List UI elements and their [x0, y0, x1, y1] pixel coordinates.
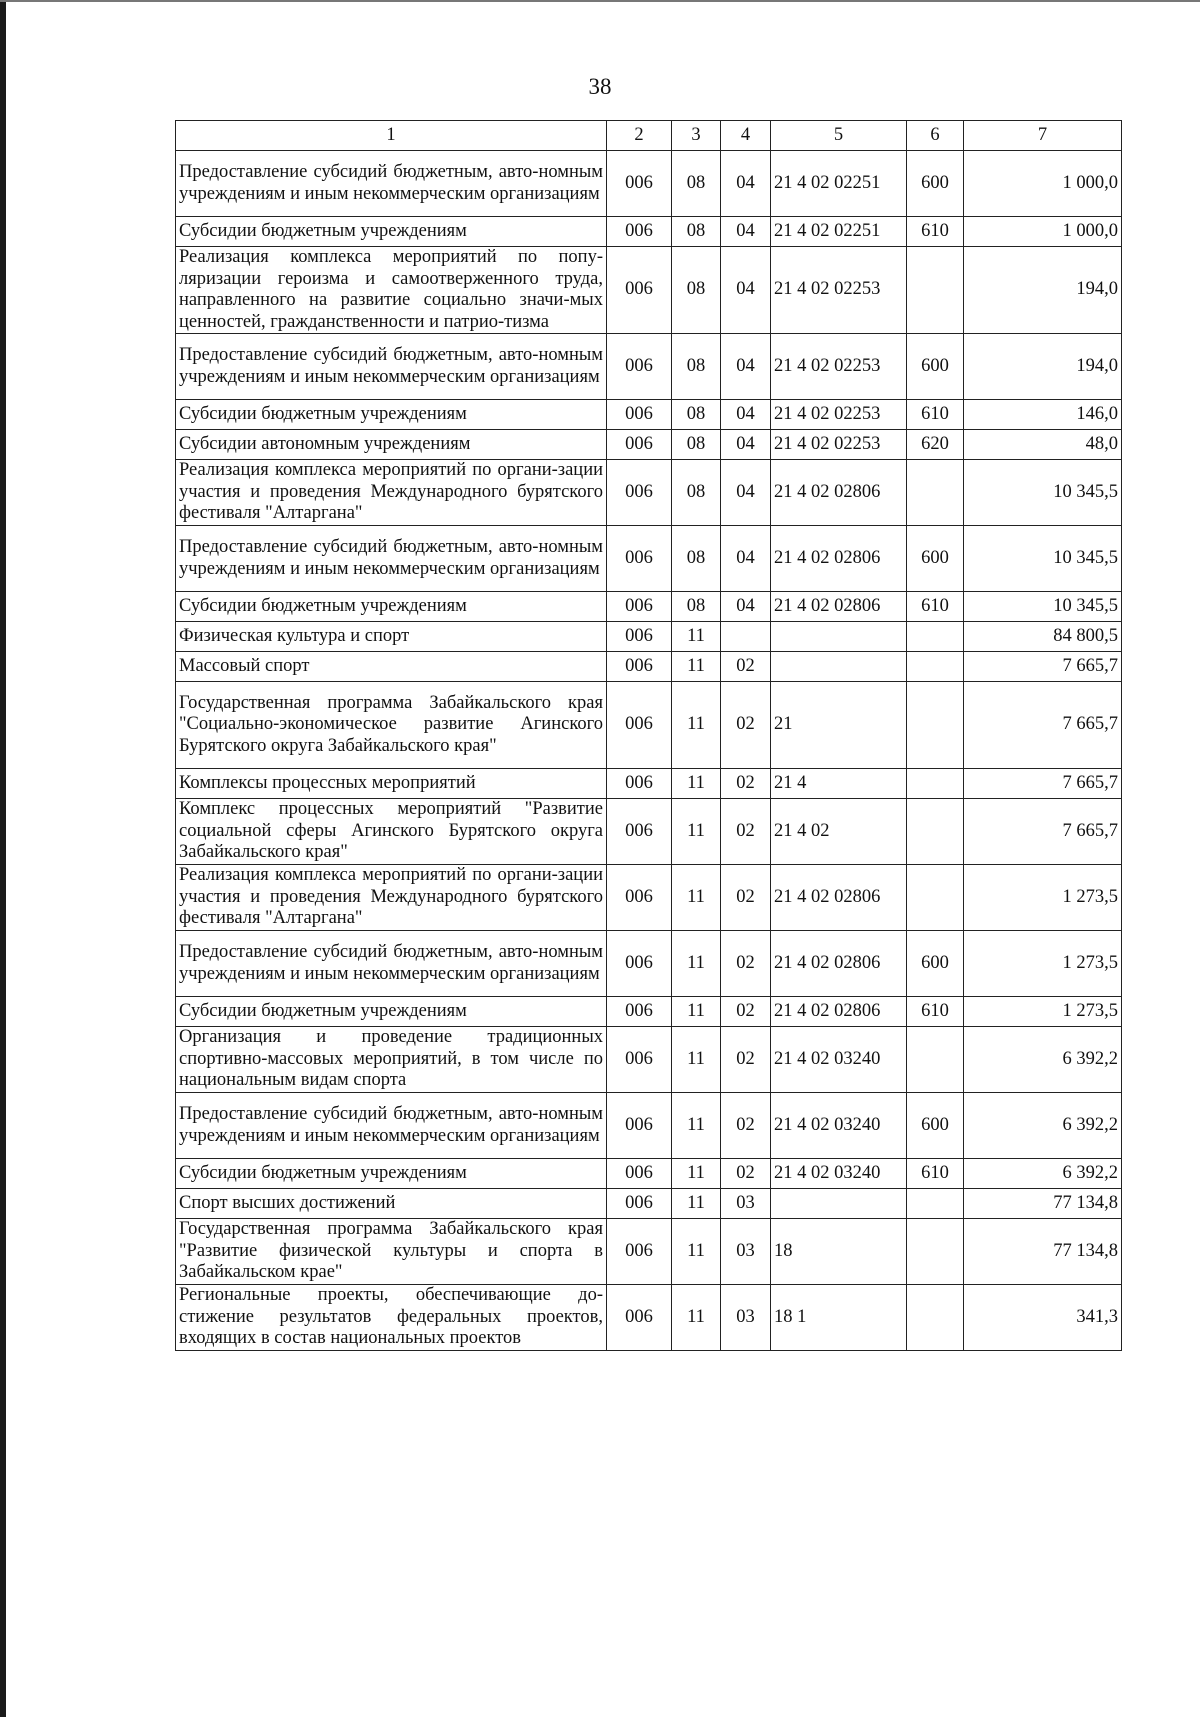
section-code-cell: 08: [672, 151, 721, 217]
table-row: [176, 652, 1122, 682]
budget-table: [175, 120, 1122, 1351]
section-code-cell: 08: [672, 217, 721, 247]
expense-type-cell: 600: [907, 151, 964, 217]
section-code-cell: 11: [672, 682, 721, 769]
subsection-code-cell: 04: [721, 526, 771, 592]
item-name-cell: Физическая культура и спорт: [176, 622, 607, 652]
expense-type-cell: 610: [907, 400, 964, 430]
column-header: 3: [672, 121, 721, 151]
amount-cell: 7 665,7: [964, 769, 1122, 799]
ministry-code-cell: 006: [607, 460, 672, 526]
section-code-cell: 08: [672, 400, 721, 430]
expense-type-cell: [907, 460, 964, 526]
table-row: [176, 1285, 1122, 1351]
ministry-code-cell: 006: [607, 997, 672, 1027]
expense-type-cell: [907, 865, 964, 931]
expense-type-cell: [907, 799, 964, 865]
page-number: 38: [588, 74, 612, 99]
ministry-code-cell: 006: [607, 1159, 672, 1189]
item-name-cell: Реализация комплекса мероприятий по органи-зации участия и проведения Международного бурятского фестиваля "Алтаргана": [176, 865, 607, 931]
column-header: 5: [771, 121, 907, 151]
column-header: 1: [176, 121, 607, 151]
ministry-code-cell: 006: [607, 247, 672, 334]
subsection-code-cell: 02: [721, 865, 771, 931]
section-code-cell: 08: [672, 430, 721, 460]
table-row: [176, 1189, 1122, 1219]
target-article-cell: 21 4 02 02806: [771, 997, 907, 1027]
subsection-code-cell: 03: [721, 1219, 771, 1285]
item-name-cell: Предоставление субсидий бюджетным, авто-номным учреждениям и иным некоммерческим организациям: [176, 526, 607, 592]
table-row: [176, 622, 1122, 652]
target-article-cell: [771, 1189, 907, 1219]
subsection-code-cell: 02: [721, 1027, 771, 1093]
target-article-cell: 21 4 02 02253: [771, 247, 907, 334]
target-article-cell: [771, 622, 907, 652]
item-name-cell: Субсидии бюджетным учреждениям: [176, 1159, 607, 1189]
ministry-code-cell: 006: [607, 217, 672, 247]
subsection-code-cell: 04: [721, 460, 771, 526]
table-body: [176, 151, 1122, 1351]
expense-type-cell: 600: [907, 334, 964, 400]
ministry-code-cell: 006: [607, 931, 672, 997]
subsection-code-cell: 02: [721, 1093, 771, 1159]
expense-type-cell: [907, 1219, 964, 1285]
ministry-code-cell: 006: [607, 151, 672, 217]
table-row: [176, 151, 1122, 217]
target-article-cell: 21 4 02 03240: [771, 1159, 907, 1189]
ministry-code-cell: 006: [607, 769, 672, 799]
item-name-cell: Государственная программа Забайкальского края "Развитие физической культуры и спорта в Забайкальском крае": [176, 1219, 607, 1285]
ministry-code-cell: 006: [607, 865, 672, 931]
amount-cell: 194,0: [964, 334, 1122, 400]
amount-cell: 84 800,5: [964, 622, 1122, 652]
amount-cell: 341,3: [964, 1285, 1122, 1351]
table-row: [176, 217, 1122, 247]
table-row: [176, 1093, 1122, 1159]
ministry-code-cell: 006: [607, 799, 672, 865]
subsection-code-cell: 02: [721, 1159, 771, 1189]
table-row: [176, 247, 1122, 334]
target-article-cell: 21: [771, 682, 907, 769]
ministry-code-cell: 006: [607, 1219, 672, 1285]
expense-type-cell: 610: [907, 1159, 964, 1189]
ministry-code-cell: 006: [607, 1189, 672, 1219]
column-header: 4: [721, 121, 771, 151]
table-row: [176, 865, 1122, 931]
table-row: [176, 1219, 1122, 1285]
ministry-code-cell: 006: [607, 430, 672, 460]
table-row: [176, 430, 1122, 460]
section-code-cell: 11: [672, 1159, 721, 1189]
item-name-cell: Реализация комплекса мероприятий по органи-зации участия и проведения Международного бурятского фестиваля "Алтаргана": [176, 460, 607, 526]
item-name-cell: Субсидии бюджетным учреждениям: [176, 217, 607, 247]
amount-cell: 146,0: [964, 400, 1122, 430]
item-name-cell: Комплекс процессных мероприятий "Развитие социальной сферы Агинского Бурятского округа Забайкальского края": [176, 799, 607, 865]
item-name-cell: Предоставление субсидий бюджетным, авто-номным учреждениям и иным некоммерческим организациям: [176, 931, 607, 997]
ministry-code-cell: 006: [607, 652, 672, 682]
target-article-cell: 21 4 02 02253: [771, 400, 907, 430]
ministry-code-cell: 006: [607, 682, 672, 769]
item-name-cell: Спорт высших достижений: [176, 1189, 607, 1219]
table-row: [176, 526, 1122, 592]
target-article-cell: 21 4: [771, 769, 907, 799]
table-row: [176, 400, 1122, 430]
ministry-code-cell: 006: [607, 622, 672, 652]
section-code-cell: 11: [672, 1189, 721, 1219]
expense-type-cell: [907, 1027, 964, 1093]
expense-type-cell: [907, 247, 964, 334]
section-code-cell: 11: [672, 622, 721, 652]
expense-type-cell: [907, 1189, 964, 1219]
item-name-cell: Комплексы процессных мероприятий: [176, 769, 607, 799]
target-article-cell: [771, 652, 907, 682]
expense-type-cell: 620: [907, 430, 964, 460]
section-code-cell: 11: [672, 799, 721, 865]
target-article-cell: 21 4 02 02806: [771, 931, 907, 997]
item-name-cell: Региональные проекты, обеспечивающие до-стижение результатов федеральных проектов, входящих в состав национальных проектов: [176, 1285, 607, 1351]
amount-cell: 1 273,5: [964, 997, 1122, 1027]
target-article-cell: 18: [771, 1219, 907, 1285]
expense-type-cell: 600: [907, 526, 964, 592]
table-row: [176, 1027, 1122, 1093]
table-row: [176, 931, 1122, 997]
expense-type-cell: [907, 622, 964, 652]
table-row: [176, 682, 1122, 769]
item-name-cell: Субсидии бюджетным учреждениям: [176, 997, 607, 1027]
target-article-cell: 18 1: [771, 1285, 907, 1351]
section-code-cell: 08: [672, 334, 721, 400]
item-name-cell: Субсидии бюджетным учреждениям: [176, 400, 607, 430]
item-name-cell: Предоставление субсидий бюджетным, авто-номным учреждениям и иным некоммерческим организациям: [176, 334, 607, 400]
item-name-cell: Государственная программа Забайкальского края "Социально-экономическое развитие Агинского Бурятского округа Забайкальского края": [176, 682, 607, 769]
amount-cell: 6 392,2: [964, 1093, 1122, 1159]
amount-cell: 7 665,7: [964, 652, 1122, 682]
section-code-cell: 11: [672, 1093, 721, 1159]
table-row: [176, 769, 1122, 799]
section-code-cell: 11: [672, 1219, 721, 1285]
target-article-cell: 21 4 02 02251: [771, 217, 907, 247]
expense-type-cell: 610: [907, 217, 964, 247]
item-name-cell: Субсидии автономным учреждениям: [176, 430, 607, 460]
amount-cell: 1 000,0: [964, 151, 1122, 217]
subsection-code-cell: 03: [721, 1189, 771, 1219]
subsection-code-cell: 04: [721, 430, 771, 460]
subsection-code-cell: 02: [721, 652, 771, 682]
amount-cell: 48,0: [964, 430, 1122, 460]
amount-cell: 6 392,2: [964, 1027, 1122, 1093]
amount-cell: 1 273,5: [964, 931, 1122, 997]
table-row: [176, 799, 1122, 865]
target-article-cell: 21 4 02 03240: [771, 1027, 907, 1093]
subsection-code-cell: 04: [721, 217, 771, 247]
scan-edge-left: [0, 0, 6, 1717]
expense-type-cell: [907, 1285, 964, 1351]
subsection-code-cell: 04: [721, 400, 771, 430]
section-code-cell: 11: [672, 1027, 721, 1093]
amount-cell: 1 000,0: [964, 217, 1122, 247]
amount-cell: 7 665,7: [964, 799, 1122, 865]
subsection-code-cell: 02: [721, 799, 771, 865]
expense-type-cell: [907, 682, 964, 769]
expense-type-cell: [907, 769, 964, 799]
target-article-cell: 21 4 02 03240: [771, 1093, 907, 1159]
subsection-code-cell: 02: [721, 769, 771, 799]
section-code-cell: 11: [672, 865, 721, 931]
target-article-cell: 21 4 02 02253: [771, 334, 907, 400]
item-name-cell: Предоставление субсидий бюджетным, авто-номным учреждениям и иным некоммерческим организациям: [176, 1093, 607, 1159]
target-article-cell: 21 4 02 02806: [771, 865, 907, 931]
amount-cell: 7 665,7: [964, 682, 1122, 769]
subsection-code-cell: 04: [721, 592, 771, 622]
subsection-code-cell: [721, 622, 771, 652]
section-code-cell: 11: [672, 997, 721, 1027]
amount-cell: 77 134,8: [964, 1189, 1122, 1219]
column-header: 7: [964, 121, 1122, 151]
section-code-cell: 11: [672, 931, 721, 997]
subsection-code-cell: 04: [721, 151, 771, 217]
ministry-code-cell: 006: [607, 334, 672, 400]
ministry-code-cell: 006: [607, 592, 672, 622]
expense-type-cell: 600: [907, 931, 964, 997]
target-article-cell: 21 4 02 02253: [771, 430, 907, 460]
target-article-cell: 21 4 02 02251: [771, 151, 907, 217]
ministry-code-cell: 006: [607, 400, 672, 430]
table-row: [176, 334, 1122, 400]
expense-type-cell: 610: [907, 997, 964, 1027]
subsection-code-cell: 04: [721, 247, 771, 334]
ministry-code-cell: 006: [607, 1285, 672, 1351]
column-header: 6: [907, 121, 964, 151]
subsection-code-cell: 02: [721, 682, 771, 769]
amount-cell: 194,0: [964, 247, 1122, 334]
amount-cell: 1 273,5: [964, 865, 1122, 931]
section-code-cell: 08: [672, 460, 721, 526]
scan-edge-top: [0, 0, 1200, 2]
item-name-cell: Предоставление субсидий бюджетным, авто-номным учреждениям и иным некоммерческим организациям: [176, 151, 607, 217]
item-name-cell: Массовый спорт: [176, 652, 607, 682]
amount-cell: 10 345,5: [964, 460, 1122, 526]
section-code-cell: 11: [672, 769, 721, 799]
subsection-code-cell: 02: [721, 997, 771, 1027]
expense-type-cell: [907, 652, 964, 682]
expense-type-cell: 600: [907, 1093, 964, 1159]
amount-cell: 10 345,5: [964, 526, 1122, 592]
table-row: [176, 997, 1122, 1027]
table-row: [176, 1159, 1122, 1189]
ministry-code-cell: 006: [607, 1027, 672, 1093]
subsection-code-cell: 03: [721, 1285, 771, 1351]
expense-type-cell: 610: [907, 592, 964, 622]
amount-cell: 77 134,8: [964, 1219, 1122, 1285]
table-row: [176, 592, 1122, 622]
section-code-cell: 11: [672, 1285, 721, 1351]
table-row: [176, 460, 1122, 526]
subsection-code-cell: 04: [721, 334, 771, 400]
table-header-row: [176, 121, 1122, 151]
section-code-cell: 11: [672, 652, 721, 682]
section-code-cell: 08: [672, 592, 721, 622]
target-article-cell: 21 4 02: [771, 799, 907, 865]
target-article-cell: 21 4 02 02806: [771, 592, 907, 622]
target-article-cell: 21 4 02 02806: [771, 460, 907, 526]
ministry-code-cell: 006: [607, 526, 672, 592]
item-name-cell: Субсидии бюджетным учреждениям: [176, 592, 607, 622]
target-article-cell: 21 4 02 02806: [771, 526, 907, 592]
item-name-cell: Организация и проведение традиционных спортивно-массовых мероприятий, в том числе по национальным видам спорта: [176, 1027, 607, 1093]
ministry-code-cell: 006: [607, 1093, 672, 1159]
section-code-cell: 08: [672, 247, 721, 334]
amount-cell: 10 345,5: [964, 592, 1122, 622]
section-code-cell: 08: [672, 526, 721, 592]
subsection-code-cell: 02: [721, 931, 771, 997]
column-header: 2: [607, 121, 672, 151]
amount-cell: 6 392,2: [964, 1159, 1122, 1189]
item-name-cell: Реализация комплекса мероприятий по попу-ляризации героизма и самоотверженного труда, направленного на развитие социально значи-мых ценностей, гражданственности и патрио-тизма: [176, 247, 607, 334]
